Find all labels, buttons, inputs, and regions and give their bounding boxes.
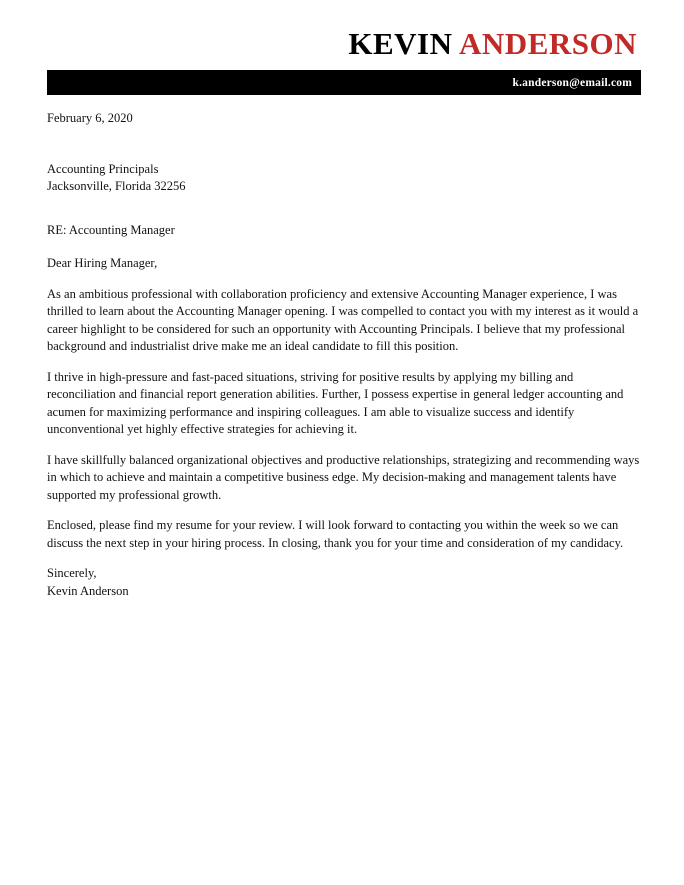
recipient-city-state: Jacksonville, Florida 32256 [47,179,186,194]
recipient-block [47,161,640,196]
email-text: k.anderson@email.com [512,76,632,89]
signature-name: Kevin Anderson [47,583,129,598]
subject-line: RE: Accounting Manager [47,222,175,237]
body-paragraph-1: As an ambitious professional with collaboration proficiency and extensive Accounting Manager experience, I was thrilled to learn about the Accounting Manager opening. I was compelled to contact you with my interest as it would a career highlight to be considered for such an opportunity with Accounting Principals. I believe that my professional background and industrialist drive make me an ideal candidate to fill this position. [47,286,639,354]
contact-bar [47,70,641,95]
letter-date: February 6, 2020 [47,111,133,126]
candidate-first-name: KEVIN [348,26,453,61]
body-paragraph-2: I thrive in high-pressure and fast-paced situations, striving for positive results by applying my billing and reconciliation and financial report generation abilities. Further, I possess expertise in general ledger accounting and acumen for maximizing performance and inspiring colleagues. I am able to visualize success and identify unconventional yet highly effective strategies for achieving it. [47,369,624,437]
candidate-last-name: ANDERSON [459,26,637,61]
recipient-company: Accounting Principals [47,161,159,176]
candidate-name [0,27,637,61]
salutation: Dear Hiring Manager, [47,256,158,271]
body-paragraph-4: Enclosed, please find my resume for your review. I will look forward to contacting you within the week so we can discuss the next step in your hiring process. In closing, thank you for your time and consideration of my candidacy. [47,518,624,550]
closing: Sincerely, [47,566,97,581]
letter-body [47,110,640,600]
letter-header [0,0,684,95]
body-paragraph-3: I have skillfully balanced organizational objectives and productive relationships, strategizing and recommending ways in which to achieve and maintain a competitive business edge. My decision-making and management talents have supported my professional growth. [47,452,640,502]
